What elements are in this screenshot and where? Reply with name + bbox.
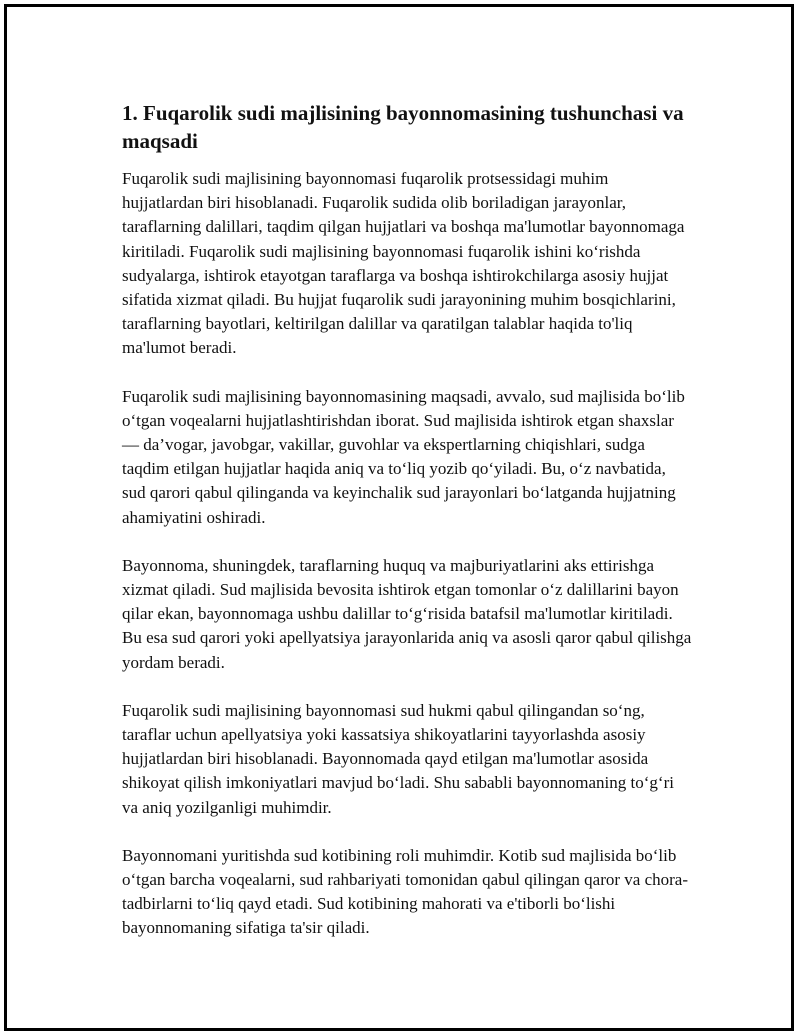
paragraph-3: Bayonnoma, shuningdek, taraflarning huquq va majburiyatlarini aks ettirishga xizmat qiladi. Sud majlisida bevosita ishtirok etgan tomonlar oʻz dalillarini bayon qilar ekan, bayonnomaga ushbu dalillar toʻgʻrisida batafsil ma'lumotlar kiritiladi. Bu esa sud qarori yoki apellyatsiya jarayonlarida aniq va asosli qaror qabul qilishga yordam beradi. (122, 555, 692, 672)
document-body (122, 99, 692, 965)
paragraph-1: Fuqarolik sudi majlisining bayonnomasi fuqarolik protsessidagi muhim hujjatlardan biri hisoblanadi. Fuqarolik sudida olib boriladigan jarayonlar, taraflarning dalillari, taqdim qilgan hujjatlari va boshqa ma'lumotlar bayonnomaga kiritiladi. Fuqarolik sudi majlisining bayonnomasi fuqarolik ishini koʻrishda sudyalarga, ishtirok etayotgan taraflarga va boshqa ishtirokchilarga asosiy hujjat sifatida xizmat qiladi. Bu hujjat fuqarolik sudi jarayonining muhim bosqichlarini, taraflarning bayotlari, keltirilgan dalillar va qaratilgan talablar haqida to'liq ma'lumot beradi. (122, 169, 685, 358)
section-heading: 1. Fuqarolik sudi majlisining bayonnomasining tushunchasi va maqsadi (122, 101, 684, 153)
document-page (4, 4, 794, 1031)
paragraph-2: Fuqarolik sudi majlisining bayonnomasining maqsadi, avvalo, sud majlisida boʻlib oʻtgan voqealarni hujjatlashtirishdan iborat. Sud majlisida ishtirok etgan shaxslar — da’vogar, javobgar, vakillar, guvohlar va ekspertlarning chiqishlari, sudga taqdim etilgan hujjatlar haqida aniq va toʻliq yozib qoʻyiladi. Bu, oʻz navbatida, sud qarori qabul qilinganda va keyinchalik sud jarayonlari boʻlatganda hujjatning ahamiyatini oshiradi. (122, 386, 685, 527)
paragraph-5: Bayonnomani yuritishda sud kotibining roli muhimdir. Kotib sud majlisida boʻlib oʻtgan barcha voqealarni, sud rahbariyati tomonidan qabul qilingan qaror va chora-tadbirlarni toʻliq qayd etadi. Sud kotibining mahorati va e'tiborli boʻlishi bayonnomaning sifatiga ta'sir qiladi. (122, 845, 688, 938)
paragraph-4: Fuqarolik sudi majlisining bayonnomasi sud hukmi qabul qilingandan soʻng, taraflar uchun apellyatsiya yoki kassatsiya shikoyatlarini tayyorlashda asosiy hujjatlardan biri hisoblanadi. Bayonnomada qayd etilgan ma'lumotlar asosida shikoyat qilish imkoniyatlari mavjud boʻladi. Shu sababli bayonnomaning toʻgʻri va aniq yozilganligi muhimdir. (122, 700, 674, 817)
